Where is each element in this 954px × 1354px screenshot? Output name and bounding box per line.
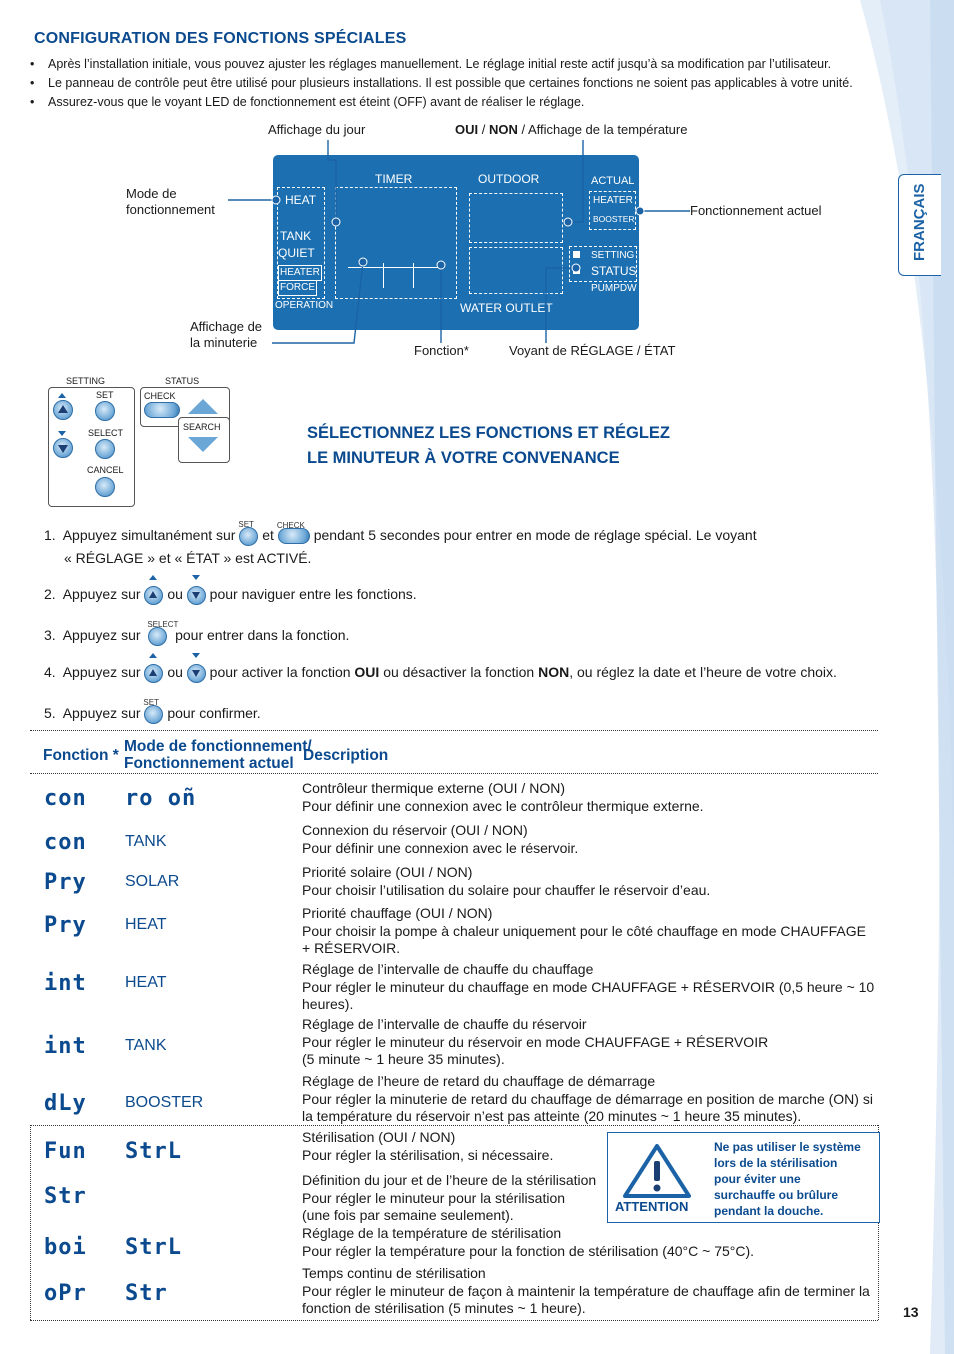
function-description — [302, 1129, 602, 1164]
sterilization-left-border — [30, 1125, 31, 1320]
function-description — [302, 1073, 887, 1126]
step-number: 2. — [44, 586, 56, 602]
mode-value: StrL — [125, 1139, 182, 1164]
lcd-actual: ACTUAL — [591, 175, 635, 187]
remote-set-button[interactable] — [95, 401, 115, 421]
step-text: pour naviguer entre les fonctions. — [209, 586, 417, 602]
remote-down-button[interactable] — [53, 438, 73, 458]
remote-set-label: SET — [96, 390, 114, 400]
step-text: pour entrer dans la fonction. — [175, 627, 350, 643]
lcd-force: FORCE — [278, 280, 317, 296]
remote-search-up-button[interactable] — [188, 399, 218, 414]
remote-status-label: STATUS — [165, 376, 200, 386]
description-line: Pour régler le minuteur de façon à maintenir la température de chauffage afin de terminer la — [302, 1282, 870, 1299]
down-button-icon — [187, 586, 206, 605]
function-code: oPr — [44, 1281, 87, 1306]
subheading-line2: LE MINUTEUR À VOTRE CONVENANCE — [307, 449, 620, 467]
step-text: ou — [167, 664, 183, 680]
set-button-icon — [238, 519, 258, 546]
function-description — [302, 864, 887, 899]
remote-down-marker-icon — [58, 431, 66, 436]
remote-select-button[interactable] — [95, 439, 115, 459]
description-line: Réglage de l’intervalle de chauffe du réservoir — [302, 1016, 587, 1032]
remote-search-label: SEARCH — [183, 422, 221, 432]
step-text: « RÉGLAGE » et « ÉTAT » est ACTIVÉ. — [64, 549, 312, 566]
description-line: Réglage de l’intervalle de chauffe du chauffage — [302, 961, 594, 977]
step-text: , ou réglez la date et l’heure de votre choix. — [569, 664, 837, 680]
lcd-outdoor: OUTDOOR — [478, 172, 540, 186]
set-caption: SET — [238, 519, 254, 529]
step-text: Appuyez sur — [62, 627, 141, 643]
callout-timer-line2: la minuterie — [190, 335, 258, 350]
lcd-booster: BOOSTER — [593, 214, 635, 224]
step-1 — [44, 519, 844, 568]
remote-search-down-button[interactable] — [188, 437, 218, 452]
remote-check-label: CHECK — [144, 391, 176, 401]
callout-temp: / Affichage de la température — [517, 122, 688, 137]
callout-current-operation: Fonctionnement actuel — [690, 203, 822, 218]
subheading-line1: SÉLECTIONNEZ LES FONCTIONS ET RÉGLEZ — [307, 424, 671, 442]
lcd-quiet: QUIET — [278, 246, 315, 260]
function-description — [302, 1225, 887, 1260]
step-text: Appuyez sur — [62, 586, 141, 602]
bullet-item: • Assurez-vous que le voyant LED de fonctionnement est éteint (OFF) avant de réaliser le réglage. — [30, 93, 900, 112]
attention-line: pendant la douche. — [714, 1204, 824, 1218]
remote-up-marker-icon — [58, 393, 66, 398]
col-header-description: Description — [303, 747, 389, 764]
function-code: con — [44, 830, 87, 855]
mode-value: BOOSTER — [125, 1094, 204, 1111]
select-button-icon — [147, 619, 179, 646]
step-5 — [44, 697, 261, 724]
mode-value: HEAT — [125, 974, 167, 991]
set-button-icon — [143, 697, 163, 724]
col-header-mode — [124, 738, 312, 772]
function-description — [302, 822, 887, 857]
lcd-operation: OPERATION — [275, 300, 334, 311]
function-description — [302, 905, 887, 958]
description-line: Pour régler la stérilisation, si nécessaire. — [302, 1146, 554, 1163]
description-line: heures). — [302, 996, 354, 1012]
check-caption: CHECK — [276, 521, 305, 531]
function-code: boi — [44, 1235, 87, 1260]
lcd-heat: HEAT — [285, 193, 317, 207]
function-description — [302, 1172, 602, 1225]
description-line: Pour choisir l’utilisation du solaire pour chauffer le réservoir d’eau. — [302, 881, 711, 898]
step-2 — [44, 584, 417, 605]
table-bottom-divider — [30, 1320, 878, 1321]
callout-mode-line2: fonctionnement — [126, 202, 215, 217]
lcd-water-outlet: WATER OUTLET — [460, 301, 553, 315]
lcd-tank: TANK — [280, 229, 312, 243]
callout-non: NON — [488, 122, 518, 137]
description-line: Définition du jour et de l’heure de la stérilisation — [302, 1172, 597, 1188]
description-line: Pour régler la minuterie de retard du chauffage de démarrage en position de marche (ON) si — [302, 1090, 873, 1107]
table-header-divider — [30, 773, 878, 774]
callout-timer-line1: Affichage de — [190, 319, 263, 334]
remote-check-button[interactable] — [144, 402, 180, 418]
col-header-mode-line2: Fonctionnement actuel — [124, 755, 294, 772]
description-line: Réglage de l’heure de retard du chauffage de démarrage — [302, 1073, 656, 1089]
callout-sep: / — [478, 122, 489, 137]
step-number: 4. — [44, 664, 56, 680]
step-text: Appuyez simultanément sur — [62, 527, 236, 543]
lcd-pumpdw: PUMPDW — [591, 283, 637, 294]
attention-line: Ne pas utiliser le système — [714, 1140, 861, 1154]
function-code: int — [44, 1034, 87, 1059]
remote-setting-label: SETTING — [66, 376, 106, 386]
description-line: fonction de stérilisation (5 minutes ~ 1 heure). — [302, 1300, 586, 1316]
description-line: Réglage de la température de stérilisation — [302, 1225, 562, 1241]
attention-line: surchauffe ou brûlure — [714, 1188, 839, 1202]
down-button-icon — [187, 664, 206, 683]
callout-oui: OUI — [455, 122, 479, 137]
attention-box — [607, 1132, 880, 1223]
description-line: Stérilisation (OUI / NON) — [302, 1129, 456, 1145]
col-header-function: Fonction * — [43, 747, 119, 764]
description-line: Pour définir une connexion avec le contrôleur thermique externe. — [302, 797, 704, 814]
select-caption: SELECT — [147, 619, 179, 629]
bullet-item: • Après l’installation initiale, vous pouvez ajuster les réglages manuellement. Le réglage initial reste actif jusqu’à sa modification par l’utilisateur. — [30, 55, 900, 74]
step-text: pendant 5 secondes pour entrer en mode de réglage spécial. Le voyant — [313, 527, 757, 543]
remote-cancel-button[interactable] — [95, 477, 115, 497]
function-code: int — [44, 971, 87, 996]
page-number: 13 — [903, 1304, 919, 1320]
description-line: Connexion du réservoir (OUI / NON) — [302, 822, 528, 838]
description-line: Pour régler le minuteur du réservoir en mode CHAUFFAGE + RÉSERVOIR — [302, 1033, 769, 1050]
step-number: 3. — [44, 627, 56, 643]
description-line: Contrôleur thermique externe (OUI / NON) — [302, 780, 565, 796]
lcd-status: STATUS — [591, 264, 637, 278]
function-code: Fun — [44, 1139, 87, 1164]
description-line: Pour choisir la pompe à chaleur uniquement pour le côté chauffage en mode CHAUFFAGE — [302, 922, 866, 939]
function-code: Pry — [44, 913, 87, 938]
step-oui: OUI — [354, 664, 380, 680]
mode-value: StrL — [125, 1235, 182, 1260]
description-line: (une fois par semaine seulement). — [302, 1207, 514, 1223]
section-title: CONFIGURATION DES FONCTIONS SPÉCIALES — [34, 30, 407, 47]
attention-label: ATTENTION — [615, 1199, 689, 1214]
step-text: pour activer la fonction — [209, 664, 351, 680]
table-top-divider — [30, 730, 878, 731]
mode-value: TANK — [125, 1037, 167, 1054]
remote-panel — [48, 376, 228, 507]
mode-value: TANK — [125, 833, 167, 850]
callout-setting-status: Voyant de RÉGLAGE / ÉTAT — [509, 343, 676, 358]
callout-function: Fonction* — [414, 343, 469, 358]
step-text: pour confirmer. — [167, 705, 261, 721]
lcd-heater-right: HEATER — [593, 195, 633, 206]
callout-day-display: Affichage du jour — [268, 122, 366, 137]
mode-value: HEAT — [125, 916, 167, 933]
warning-triangle-icon — [622, 1143, 692, 1199]
description-line: Pour régler le minuteur pour la stérilisation — [302, 1189, 566, 1206]
function-description — [302, 1016, 887, 1069]
description-line: (5 minute ~ 1 heure 35 minutes). — [302, 1051, 505, 1067]
sterilization-divider — [30, 1125, 878, 1126]
lcd-heater: HEATER — [278, 265, 322, 281]
step-text: Appuyez sur — [62, 664, 141, 680]
description-line: Priorité chauffage (OUI / NON) — [302, 905, 493, 921]
lcd-timer: TIMER — [375, 172, 413, 186]
step-text: ou désactiver la fonction — [383, 664, 535, 680]
language-tab-label: FRANÇAIS — [911, 183, 928, 261]
function-code: dLy — [44, 1091, 87, 1116]
mode-value: ro oñ — [125, 786, 197, 811]
step-number: 5. — [44, 705, 56, 721]
description-line: Pour régler le minuteur du chauffage en mode CHAUFFAGE + RÉSERVOIR (0,5 heure ~ 10 — [302, 978, 875, 995]
description-line: Pour définir une connexion avec le réservoir. — [302, 839, 579, 856]
check-button-icon — [276, 521, 310, 544]
function-description — [302, 780, 887, 815]
mode-value: SOLAR — [125, 873, 180, 890]
callout-mode-line1: Mode de — [126, 186, 177, 201]
attention-line: pour éviter une — [714, 1172, 801, 1186]
subheading — [307, 421, 670, 471]
description-line: + RÉSERVOIR. — [302, 940, 401, 956]
remote-up-button[interactable] — [53, 400, 73, 420]
attention-line: lors de la stérilisation — [714, 1156, 838, 1170]
step-3 — [44, 619, 350, 646]
mode-value: Str — [125, 1281, 168, 1306]
function-description — [302, 1265, 887, 1318]
description-line: la température du réservoir n’est pas atteinte (20 minutes ~ 1 heure 35 minutes). — [302, 1108, 802, 1124]
function-description — [302, 961, 887, 1014]
description-line: Priorité solaire (OUI / NON) — [302, 864, 473, 880]
function-code: con — [44, 786, 87, 811]
up-button-icon — [144, 664, 163, 683]
step-number: 1. — [44, 527, 56, 543]
lcd-setting: SETTING — [591, 250, 635, 261]
bullet-item: • Le panneau de contrôle peut être utilisé pour plusieurs installations. Il est possible que certaines fonctions ne soient pas applicables à votre unité. — [30, 74, 900, 93]
step-4 — [44, 662, 904, 683]
description-line: Temps continu de stérilisation — [302, 1265, 486, 1281]
function-code: Pry — [44, 870, 87, 895]
step-text: et — [262, 527, 274, 543]
col-header-mode-line1: Mode de fonctionnement/ — [124, 738, 312, 755]
step-non: NON — [538, 664, 570, 680]
remote-select-label: SELECT — [88, 428, 124, 438]
description-line: Pour régler la température pour la fonction de stérilisation (40°C ~ 75°C). — [302, 1242, 755, 1259]
attention-text — [714, 1139, 861, 1219]
remote-cancel-label: CANCEL — [87, 465, 124, 475]
callout-leader-lines — [0, 0, 954, 400]
step-text: ou — [167, 586, 183, 602]
function-code: Str — [44, 1184, 87, 1209]
step-text: Appuyez sur — [62, 705, 141, 721]
up-button-icon — [144, 586, 163, 605]
set-caption: SET — [143, 697, 159, 707]
